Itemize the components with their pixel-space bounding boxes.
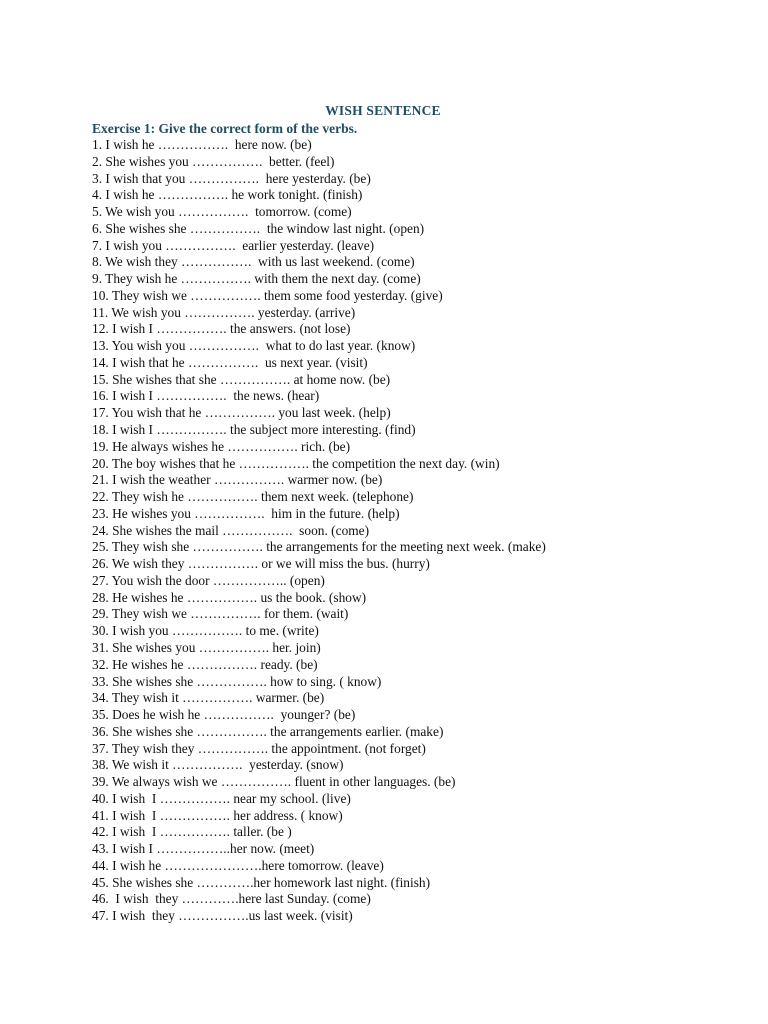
exercise-item: 41. I wish I ……………. her address. ( know) xyxy=(92,807,343,823)
exercise-item: 22. They wish he ……………. them next week. (telephone) xyxy=(92,489,414,505)
exercise-item: 36. She wishes she ……………. the arrangements earlier. (make) xyxy=(92,723,444,739)
exercise-item: 3. I wish that you ……………. here yesterday. (be) xyxy=(92,170,371,186)
exercise-item: 34. They wish it ……………. warmer. (be) xyxy=(92,690,325,706)
exercise-item: 38. We wish it ……………. yesterday. (snow) xyxy=(92,757,344,773)
exercise-item: 8. We wish they ……………. with us last weekend. (come) xyxy=(92,254,415,270)
exercise-item: 10. They wish we ……………. them some food yesterday. (give) xyxy=(92,287,443,303)
exercise-list xyxy=(92,137,546,925)
exercise-item: 17. You wish that he ……………. you last week. (help) xyxy=(92,405,391,421)
exercise-item: 9. They wish he ……………. with them the next day. (come) xyxy=(92,271,421,287)
exercise-item: 45. She wishes she ………….her homework last night. (finish) xyxy=(92,874,431,890)
exercise-item: 37. They wish they ……………. the appointment. (not forget) xyxy=(92,740,426,756)
exercise-item: 15. She wishes that she ……………. at home now. (be) xyxy=(92,371,391,387)
exercise-item: 20. The boy wishes that he ……………. the competition the next day. (win) xyxy=(92,455,500,471)
exercise-item: 46. I wish they ………….here last Sunday. (come) xyxy=(92,891,371,907)
exercise-item: 24. She wishes the mail ……………. soon. (come) xyxy=(92,522,370,538)
exercise-item: 13. You wish you ……………. what to do last year. (know) xyxy=(92,338,416,354)
exercise-item: 42. I wish I ……………. taller. (be ) xyxy=(92,824,292,840)
exercise-item: 2. She wishes you ……………. better. (feel) xyxy=(92,153,335,169)
exercise-item: 35. Does he wish he ……………. younger? (be) xyxy=(92,707,356,723)
exercise-item: 28. He wishes he ……………. us the book. (show) xyxy=(92,589,367,605)
exercise-item: 27. You wish the door …………….. (open) xyxy=(92,572,325,588)
exercise-item: 1. I wish he ……………. here now. (be) xyxy=(92,137,312,152)
exercise-item: 19. He always wishes he ……………. rich. (be) xyxy=(92,438,351,454)
exercise-item: 32. He wishes he ……………. ready. (be) xyxy=(92,656,318,672)
exercise-item: 43. I wish I ……………..her now. (meet) xyxy=(92,841,315,857)
exercise-heading: Exercise 1: Give the correct form of the verbs. xyxy=(92,121,358,136)
exercise-item: 6. She wishes she ……………. the window last night. (open) xyxy=(92,220,425,236)
exercise-item: 7. I wish you ……………. earlier yesterday. (leave) xyxy=(92,237,375,253)
exercise-item: 4. I wish he ……………. he work tonight. (finish) xyxy=(92,187,363,203)
exercise-item: 47. I wish they …………….us last week. (visit) xyxy=(92,908,353,924)
exercise-item: 29. They wish we ……………. for them. (wait) xyxy=(92,606,349,622)
exercise-item: 25. They wish she ……………. the arrangements for the meeting next week. (make) xyxy=(92,539,546,555)
exercise-item: 12. I wish I ……………. the answers. (not lose) xyxy=(92,321,351,337)
exercise-item: 44. I wish he ………………….here tomorrow. (leave) xyxy=(92,857,384,873)
exercise-item: 21. I wish the weather ……………. warmer now. (be) xyxy=(92,472,383,488)
exercise-item: 23. He wishes you ……………. him in the future. (help) xyxy=(92,505,400,521)
exercise-item: 39. We always wish we ……………. fluent in other languages. (be) xyxy=(92,774,456,790)
exercise-item: 14. I wish that he ……………. us next year. (visit) xyxy=(92,354,368,370)
exercise-item: 30. I wish you ……………. to me. (write) xyxy=(92,623,319,639)
exercise-item: 26. We wish they ……………. or we will miss the bus. (hurry) xyxy=(92,556,430,572)
exercise-item: 40. I wish I ……………. near my school. (live) xyxy=(92,790,351,806)
exercise-item: 5. We wish you ……………. tomorrow. (come) xyxy=(92,204,352,220)
exercise-item: 16. I wish I ……………. the news. (hear) xyxy=(92,388,320,404)
exercise-item: 18. I wish I ……………. the subject more interesting. (find) xyxy=(92,422,416,438)
exercise-item: 33. She wishes she ……………. how to sing. ( know) xyxy=(92,673,382,689)
exercise-item: 11. We wish you ……………. yesterday. (arrive) xyxy=(92,304,356,320)
exercise-item: 31. She wishes you ……………. her. join) xyxy=(92,639,321,655)
page-title: WISH SENTENCE xyxy=(325,103,441,118)
